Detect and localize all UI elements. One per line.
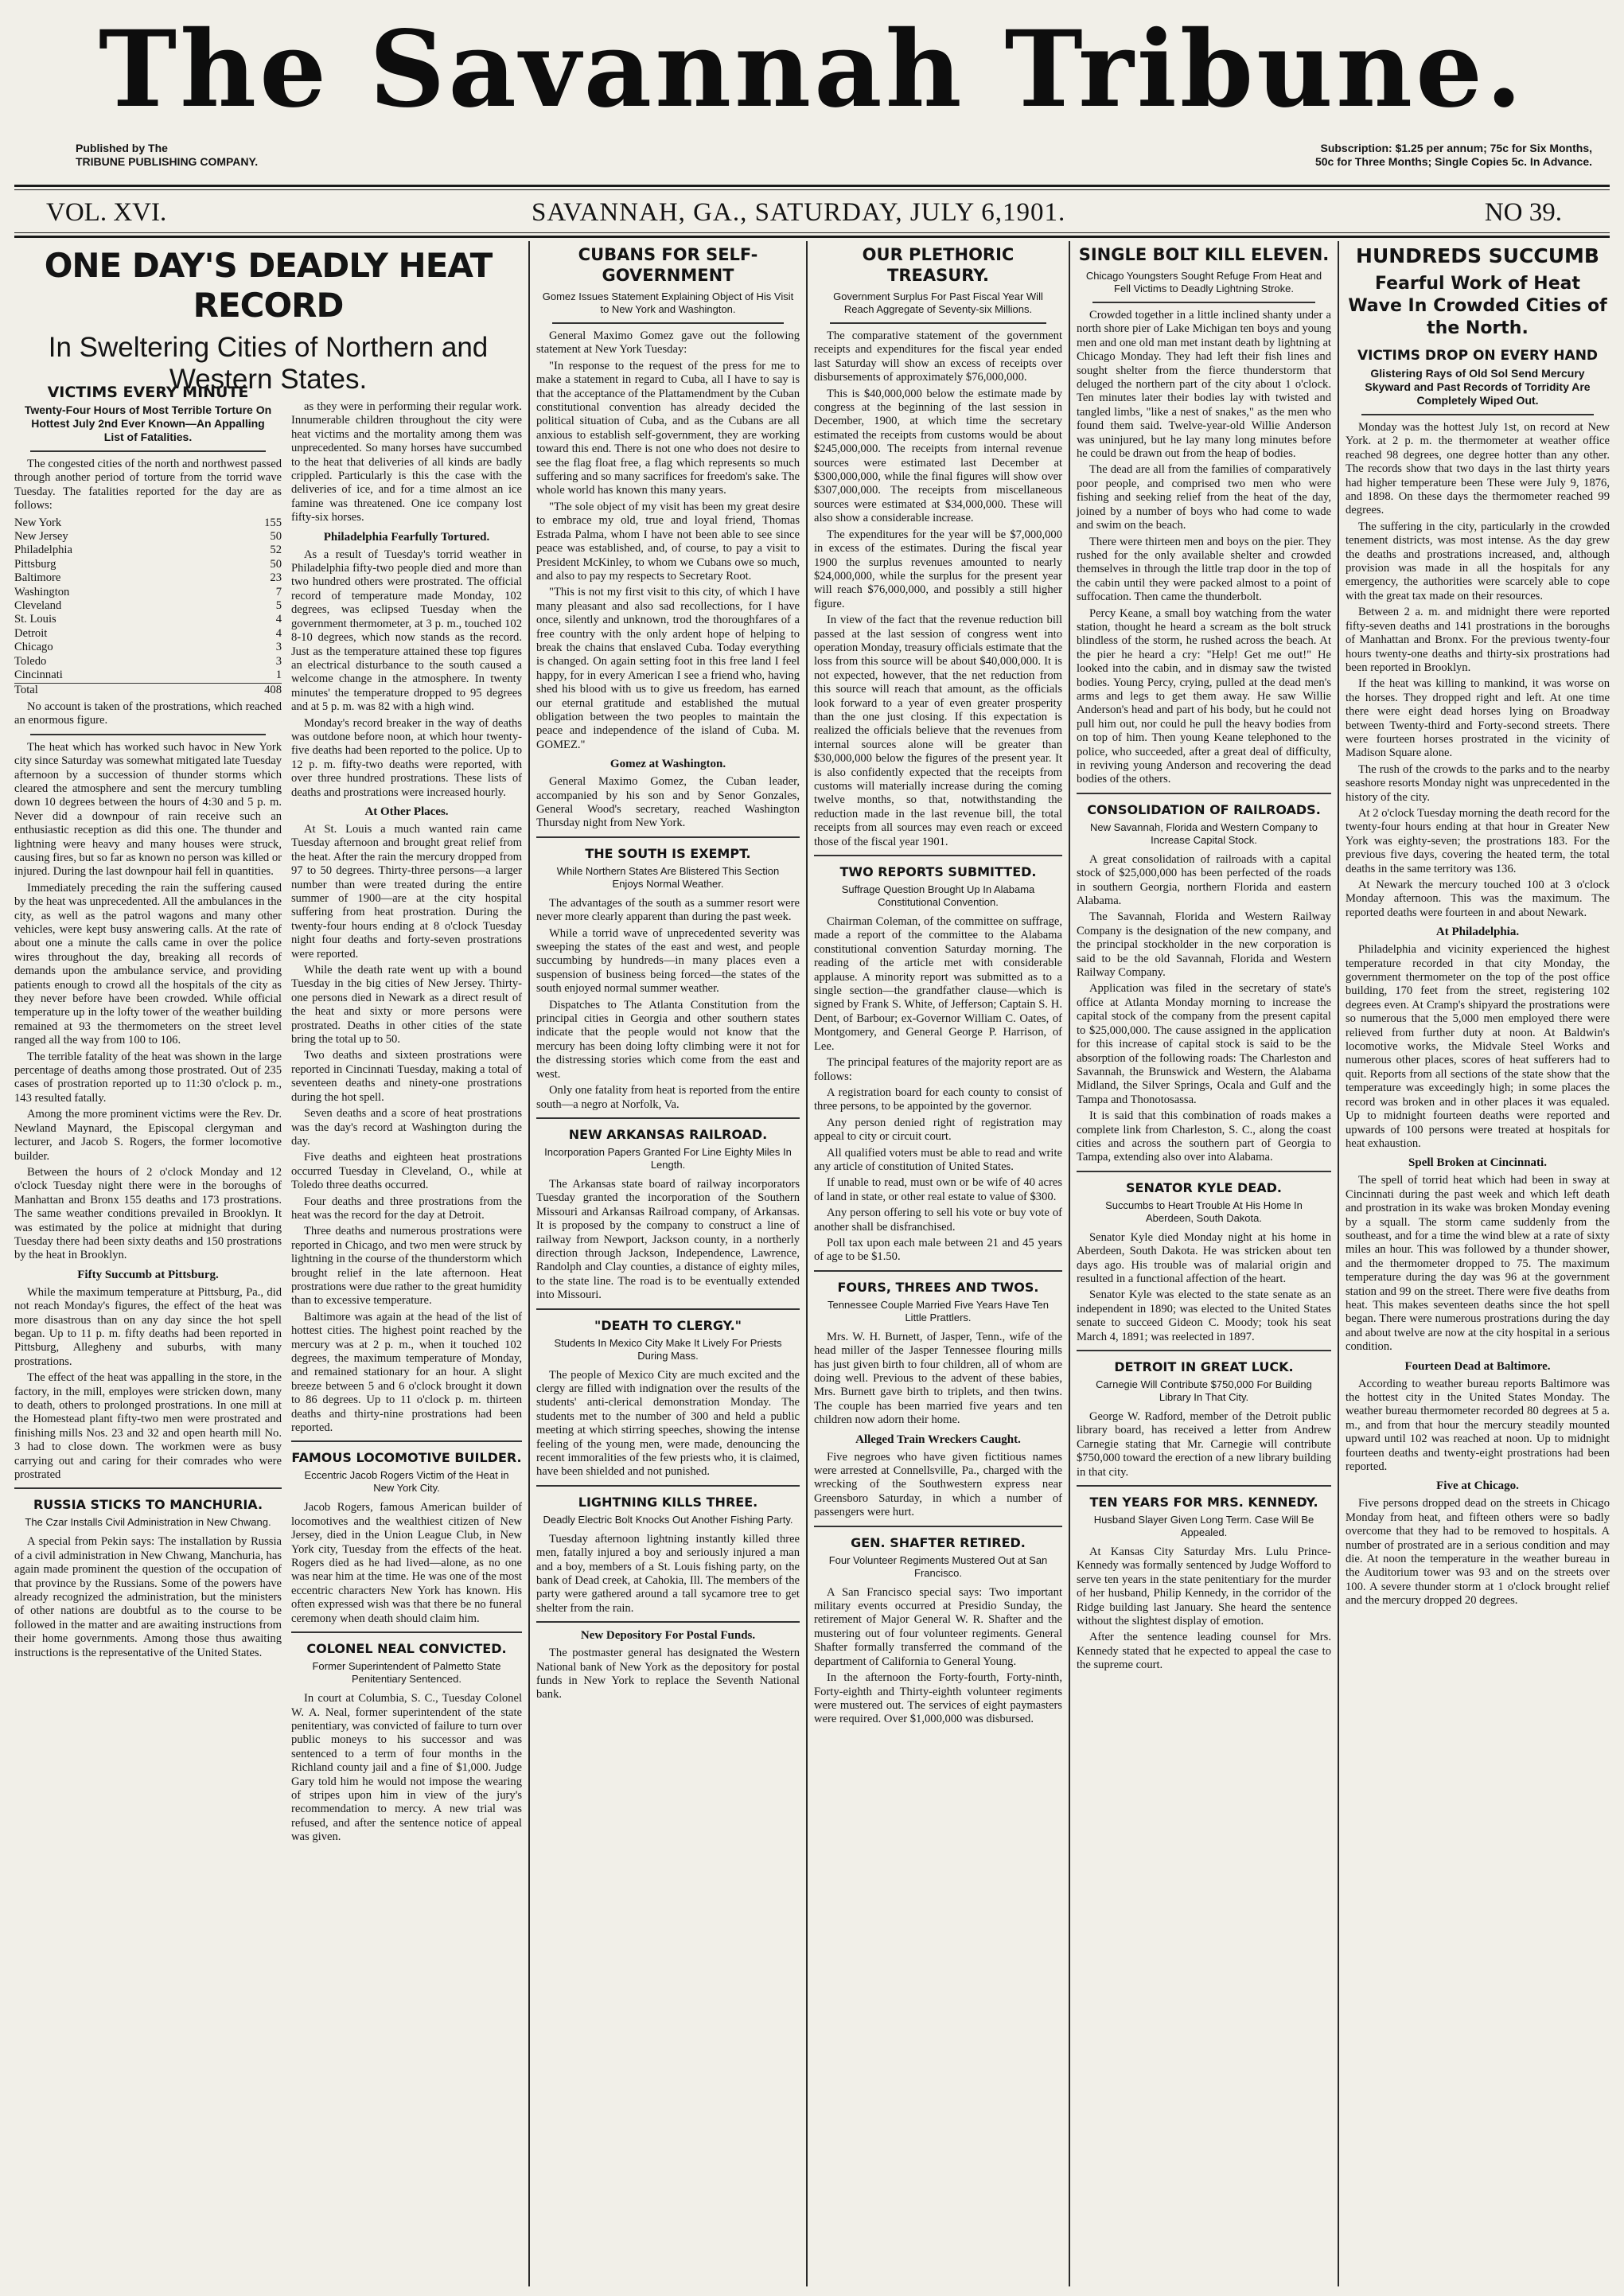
table-cell-count: 4 xyxy=(275,626,282,640)
table-cell-city: Toledo xyxy=(14,654,47,668)
masthead-rule-top xyxy=(14,185,1610,187)
article-headline: OUR PLETHORIC TREASURY. xyxy=(862,245,1015,285)
divider xyxy=(291,1631,522,1633)
article-paragraph: The terrible fatality of the heat was shown in the large percentage of deaths among those prostrated. Out of 235 cases of prostration reported up to 11:30 o'clock p. m., 143 resulted fatally. xyxy=(14,1050,282,1105)
table-cell-count: 50 xyxy=(270,530,282,544)
divider xyxy=(291,1440,522,1442)
issue-number: NO 39. xyxy=(1484,198,1562,227)
article-paragraph: Seven deaths and a score of heat prostrations was the day's record at Washington during the day. xyxy=(291,1107,522,1148)
article-headline: SENATOR KYLE DEAD. xyxy=(1125,1179,1283,1195)
article-deck: While Northern States Are Blistered This Section Enjoys Normal Weather. xyxy=(556,864,780,890)
article-paragraph: "The sole object of my visit has been my great desire to embrace my old, true and loyal friend, Thomas Estrada Palma, whom I have not been able to see since peace was established, and, of course, to pay a visit to President McKinley, to whom we Cubans owe so much, and also to pay my respects to Secretary Root. xyxy=(536,500,800,583)
column-rule xyxy=(806,241,808,2286)
section-subhead: At Other Places. xyxy=(364,805,449,818)
article-paragraph: Philadelphia and vicinity experienced the highest temperature recorded in that city Monday, the government thermometer on the top of the post office building, 170 feet from the street, registering 102 degrees even. At Cramp's shipyard the prostrations were so numerous that the 5,000 men employed there were relieved from further duty at noon. At Baldwin's locomotive works, the Midvale Steel Works and numerous other places, scores of heat sufferers had to quit. Reports from all sections of the state show that the temperature was exceedingly high; in some places the record was broken and in other places it was equaled. Up to midnight fourteen deaths were reported and upwards of 100 persons were treated at hospitals for heat exhaustion. xyxy=(1346,943,1610,1150)
col1-deck: Twenty-Four Hours of Most Terrible Torture On Hottest July 2nd Ever Known—An Appalling List of Fatalities. xyxy=(24,403,272,443)
divider xyxy=(1077,1350,1331,1351)
divider xyxy=(30,450,266,452)
table-row xyxy=(14,613,282,626)
article-paragraph: Four deaths and three prostrations from the heat was the record for the day at Detroit. xyxy=(291,1195,522,1222)
column-4 xyxy=(809,241,1067,2286)
article-deck: Former Superintendent of Palmetto State Penitentiary Sentenced. xyxy=(312,1660,501,1686)
article-paragraph: Monday's record breaker in the way of deaths was outdone before noon, at which hour twenty-five deaths had been reported to the police. Up to 12 p. m. fifty-two deaths were reported, with over three hundred prostrations. These lists of deaths and prostrations were increased hourly. xyxy=(291,716,522,799)
divider xyxy=(536,1621,800,1623)
table-cell-count: 7 xyxy=(275,585,282,598)
article-headline: TWO REPORTS SUBMITTED. xyxy=(839,864,1037,880)
article-paragraph: Any person denied right of registration may appeal to city or circuit court. xyxy=(814,1116,1062,1144)
article-paragraph: In view of the fact that the revenue reduction bill passed at the last session of congress went into operation Monday, treasury officials estimate that the loss from this source will be about $40,000,000. It is not expected, however, that the net reduction from this source will reach that amount, as the officials look forward to a year of even greater prosperity than the one just closing. If this expectation is realized the officials believe that the revenues from internal sources alone will be greater than $30,000,000 below the figures of the present year. It is also confidently expected that the receipts from customs will materially increase during the coming twelve months, so that, notwithstanding the reduction made in the last revenue bill, the total receipts from all sources may even reach or exceed those of the fiscal year 1901. xyxy=(814,614,1062,848)
table-cell-count: 3 xyxy=(275,641,282,654)
section-subhead: Spell Broken at Cincinnati. xyxy=(1408,1156,1547,1170)
article-headline: NEW ARKANSAS RAILROAD. xyxy=(568,1126,768,1142)
article-paragraph: General Maximo Gomez gave out the following statement at New York Tuesday: xyxy=(536,329,800,357)
section-subhead: New Depository For Postal Funds. xyxy=(580,1629,756,1643)
column-1 xyxy=(10,241,286,2286)
fatality-table xyxy=(14,517,282,697)
article-paragraph: Five persons dropped dead on the streets in Chicago Monday from heat, and fifteen others were so badly overcome that they had to be removed to hospitals. A number of prostrated are in a serious condition and may die. At noon the temperature in the weather bureau in the Auditorium tower was 93 and on the streets over 100. A severe thunder storm at 1 o'clock brought relief and the mercury dropped 20 degrees. xyxy=(1346,1497,1610,1608)
lead-headline: ONE DAY'S DEADLY HEAT RECORD xyxy=(44,246,493,325)
article-headline: GEN. SHAFTER RETIRED. xyxy=(851,1534,1026,1550)
article-paragraph: Two deaths and sixteen prostrations were reported in Cincinnati Tuesday, making a total of seventeen deaths and ninety-one prostrations during the hot spell. xyxy=(291,1049,522,1104)
article-deck: New Savannah, Florida and Western Company to Increase Capital Stock. xyxy=(1090,821,1318,846)
divider xyxy=(814,1526,1062,1527)
dateline-rule-thick xyxy=(14,236,1610,238)
article-paragraph: Five negroes who have given fictitious names were arrested at Connellsville, Pa., charged with the wrecking of the Southwestern express near Greensboro Saturday, in which a number of passengers were hurt. xyxy=(814,1450,1062,1519)
table-row xyxy=(14,571,282,585)
article-headline: CONSOLIDATION OF RAILROADS. xyxy=(1087,801,1321,817)
table-row xyxy=(14,641,282,654)
divider xyxy=(536,1485,800,1487)
section-subhead: Gomez at Washington. xyxy=(609,758,726,771)
article-deck: Eccentric Jacob Rogers Victim of the Heat in New York City. xyxy=(304,1469,509,1495)
article-headline: CUBANS FOR SELF-GOVERNMENT xyxy=(578,245,758,285)
table-cell-city: New Jersey xyxy=(14,530,68,544)
article-paragraph: The effect of the heat was appalling in the store, in the factory, in the mill, employes were stricken down, many to death, others to prolonged prostrations. In one mill at the Homestead plant fifty-two men were prostrated and finishing mills Nos. 23 and 32 and open hearth mill No. 3 had to close down. The workmen were as busy carrying out and caring for their comrades who were prostrated xyxy=(14,1371,282,1482)
table-cell-count: 3 xyxy=(275,654,282,668)
article-paragraph: While the maximum temperature at Pittsburg, Pa., did not reach Monday's figures, the effect of the heat was more disastrous than on any day since the hot spell began. Up to 11 p. m. fifty deaths had been reported in Pittsburg, Allegheny and suburbs, with many prostrations. xyxy=(14,1285,282,1368)
section-subhead: Fifty Succumb at Pittsburg. xyxy=(77,1268,219,1281)
publisher-block xyxy=(76,142,633,181)
divider xyxy=(1361,414,1594,415)
article-paragraph: Tuesday afternoon lightning instantly killed three men, fatally injured a boy and seriously injured a man and a boy, members of a St. Louis fishing party, on the bank of Dead creek, at Cahokia, Ill. The members of the party were gathered around a tall sycamore tree to get shelter from the rain. xyxy=(536,1532,800,1615)
article-paragraph: There were thirteen men and boys on the pier. They rushed for the only available shelter and crowded themselves in through the little trap door in the top of the cabin until they were packed almost to a point of suffocation. Then came the thunderbolt. xyxy=(1077,535,1331,604)
divider xyxy=(536,1117,800,1119)
article-paragraph: A special from Pekin says: The installation by Russia of a civil administration in New Chwang, Manchuria, has again made prominent the question of the occupation of that province by the Russians. Some of the powers have already recognized the administration, but the ministers of other nations are doubtful as to the course to be followed in the matter and are awaiting instructions from their home governments. Among those thus awaiting instructions is the representative of the United States. xyxy=(14,1535,282,1659)
table-row xyxy=(14,627,282,641)
divider xyxy=(1077,793,1331,794)
article-headline: SINGLE BOLT KILL ELEVEN. xyxy=(1078,245,1330,264)
article-paragraph: "In response to the request of the press for me to make a statement in regard to Cuba, all I have to say is that the acceptance of the Plattamendment by the Cuban constitutional convention has already decided the political situation of Cuba, and as the Cubans are all anxious to establish self-government, they are working toward this end. There is not one who does not desire to see the flag float free, a flag which represents so much suffering and so many sacrifices for freedom's sake. The whole world has known this many years. xyxy=(536,359,800,497)
table-cell-count: 50 xyxy=(270,557,282,571)
article-deck: Tennessee Couple Married Five Years Have Ten Little Prattlers. xyxy=(828,1298,1049,1323)
volume-number: VOL. XVI. xyxy=(46,198,167,227)
divider xyxy=(14,1487,282,1489)
article-paragraph: Immediately preceding the rain the suffering caused by the heat was unprecedented. All the ambulances in the city, as well as the patrol wagons and many other vehicles, were kept busy answering calls. At the rate of about one a minute the calls came in over the police wires throughout the day, breaking all records of demands upon the ambulance service, and providing patients enough to crowd all the hospitals of the city as they never before have been crowded. While official temperature up in the lofty tower of the weather building remained at 93 the thermometers on the street level ranged all the way from 100 to 106. xyxy=(14,881,282,1047)
article-paragraph: At Kansas City Saturday Mrs. Lulu Prince-Kennedy was formally sentenced by Judge Wofford to serve ten years in the state penitentiary for the murder of her husband, Philip Kennedy, in the corridor of the Ridge building last January. She heard the sentence without the slightest display of emotion. xyxy=(1077,1546,1331,1628)
article-paragraph: Chairman Coleman, of the committee on suffrage, made a report of the committee to the Alabama constitutional convention Saturday morning. The reading of the article met with considerable applause. A minority report was submitted as to a single section—the grandfather clause—which is signed by Frank S. White, of Jefferson; Captain S. H. Dent, of Barbour; ex-Governor William C. Oates, of Montgomery, and General George P. Harrison, of Lee. xyxy=(814,915,1062,1053)
table-row xyxy=(14,586,282,599)
divider xyxy=(1092,302,1315,303)
article-deck: Gomez Issues Statement Explaining Object of His Visit to New York and Washington. xyxy=(542,290,794,315)
article-paragraph: The people of Mexico City are much excited and the clergy are filled with indignation over the results of the students' anti-clerical demonstration Monday. The students met to the number of 300 and held a public meeting at which stirring speeches, showing the intense feeling of the young men, were made, denouncing the recent immoralities of the few priests who, it is claimed, have been shielded and not punished. xyxy=(536,1368,800,1479)
subscription-line-2: 50c for Three Months; Single Copies 5c. In Advance. xyxy=(1314,155,1592,168)
article-deck: Deadly Electric Bolt Knocks Out Another Fishing Party. xyxy=(543,1513,793,1526)
divider xyxy=(552,322,784,324)
table-row xyxy=(14,530,282,544)
article-paragraph: Poll tax upon each male between 21 and 45 years of age to be $1.50. xyxy=(814,1236,1062,1264)
column-rule xyxy=(528,241,530,2286)
article-paragraph: General Maximo Gomez, the Cuban leader, accompanied by his son and by Senor Gonzales, General Wood's secretary, reached Washington Thursday night from New York. xyxy=(536,775,800,830)
article-paragraph: Baltimore was again at the head of the list of hottest cities. The highest point reached by the mercury was at 2 p. m., when it touched 102 degrees, the maximum temperature of Monday, and remained stationary for an hour. A slight breeze between 5 and 6 o'clock brought it down to 86 degrees. Up to 11 o'clock p. m. thirteen deaths and thirty-nine prostrations had been reported. xyxy=(291,1310,522,1435)
table-cell-city: Pittsburg xyxy=(14,557,56,571)
article-paragraph: "This is not my first visit to this city, of which I have many pleasant and also sad recollections, for I have once, silently and unknown, trod the thoroughfares of a free country with the only ardent hope of helping to break the chains that enslaved Cuba. Today everything is changed. On again setting foot in this free land I feel happy, for in every American I see a friend who, having shed his blood with us to give us freedom, has earned our eternal gratitude and established the mutual obligation between the two peoples to maintain the peace and independence of the island of Cuba. M. GOMEZ." xyxy=(536,586,800,751)
article-paragraph: The expenditures for the year will be $7,000,000 in excess of the estimates. During the fiscal year 1900 the surplus revenues amounted to nearly $24,000,000, while the surplus for the present year will reach $76,000,000, and possibly a still higher figure. xyxy=(814,528,1062,610)
place-date: SAVANNAH, GA., SATURDAY, JULY 6,1901. xyxy=(532,198,1066,227)
article-deck: Carnegie Will Contribute $750,000 For Building Library In That City. xyxy=(1096,1378,1312,1403)
divider xyxy=(814,855,1062,856)
publisher-line-2: TRIBUNE PUBLISHING COMPANY. xyxy=(76,155,259,168)
article-deck: Succumbs to Heart Trouble At His Home In Aberdeen, South Dakota. xyxy=(1105,1199,1303,1224)
section-subhead: At Philadelphia. xyxy=(1435,926,1520,939)
article-paragraph: George W. Radford, member of the Detroit public library board, has received a letter from Andrew Carnegie stating that Mr. Carnegie will contribute $750,000 toward the erection of a new library building in that city. xyxy=(1077,1410,1331,1479)
article-subhead: Fearful Work of Heat Wave In Crowded Cities of the North. xyxy=(1348,274,1607,338)
table-cell-city: Cincinnati xyxy=(14,669,63,682)
article-paragraph: Between 2 a. m. and midnight there were reported fifty-seven deaths and 141 prostrations in the boroughs of Manhattan and Bronx. For the previous twenty-four hours twenty-one deaths and thirty-six prostrations had been reported in Brooklyn. xyxy=(1346,606,1610,674)
divider xyxy=(536,836,800,838)
article-paragraph: At St. Louis a much wanted rain came Tuesday afternoon and brought great relief from the heat. After the rain the mercury dropped from 97 to 50 degrees. Thirty-three persons—a larger number than were treated during the entire summer of 1900—are at the city hospital suffering from heat prostration. During the twenty-four hours ending at 8 o'clock Tuesday night four deaths and forty-seven prostrations were reported. xyxy=(291,822,522,961)
article-deck: Government Surplus For Past Fiscal Year Will Reach Aggregate of Seventy-six Millions. xyxy=(833,290,1043,315)
section-subhead: Five at Chicago. xyxy=(1436,1479,1519,1493)
article-paragraph: The postmaster general has designated the Western National bank of New York as the depository for postal funds in New York to replace the Seventh National bank. xyxy=(536,1647,800,1702)
article-paragraph: Dispatches to The Atlanta Constitution from the principal cities in Georgia and other southern states indicate that the people would not know that the mercury has been doing lofty climbing were it not for the distressing stories which come from the east and west. xyxy=(536,998,800,1081)
table-row xyxy=(14,517,282,530)
article-paragraph: The congested cities of the north and northwest passed through another period of torture from the torrid wave Tuesday. The fatalities reported for the day are as follows: xyxy=(14,458,282,513)
article-paragraph: Crowded together in a little inclined shanty under a north shore pier of Lake Michigan ten boys and young men and one old man met instant death by lightning at Chicago Monday. They had left their fish lines and sought shelter from the fierce thunderstorm that deluged the northern part of the city about 1 o'clock. Ten minutes later their bodies lay with twisted and tangled limbs, "like a nest of snakes," as the men who found them said. Twelve-year-old Willie Anderson was uninjured, but he lay many long minutes before he could be drawn out from the heap of bodies. xyxy=(1077,309,1331,461)
divider xyxy=(1077,1485,1331,1487)
divider xyxy=(536,1308,800,1310)
article-paragraph: The principal features of the majority report are as follows: xyxy=(814,1056,1062,1083)
table-row xyxy=(14,655,282,669)
divider xyxy=(814,1270,1062,1272)
table-total-value: 408 xyxy=(264,683,282,696)
article-paragraph: The comparative statement of the government receipts and expenditures for the fiscal year ended last Saturday will show an excess of receipts over disbursements of approximately $76,000,000. xyxy=(814,329,1062,384)
publisher-line-1: Published by The xyxy=(76,142,168,154)
article-paragraph: Any person offering to sell his vote or buy vote of another shall be disfranchised. xyxy=(814,1206,1062,1234)
article-paragraph: This is $40,000,000 below the estimate made by congress at the beginning of the last session in December, 1900, at which time the secretary estimated the receipts from customs would be about $245,000,000. The receipts from internal revenue sources were estimated last December at $300,000,000, while the final figures will show over $307,000,000. The receipts from miscellaneous sources were estimated at $34,000,000. These will also show a considerable increase. xyxy=(814,387,1062,525)
article-headline: TEN YEARS FOR MRS. KENNEDY. xyxy=(1089,1495,1318,1511)
table-row xyxy=(14,558,282,571)
article-headline: FAMOUS LOCOMOTIVE BUILDER. xyxy=(291,1450,522,1466)
col1-sub-headline: VICTIMS EVERY MINUTE xyxy=(47,384,249,401)
table-cell-city: New York xyxy=(14,516,62,529)
subscription-block xyxy=(987,142,1592,181)
col6-sub-headline: VICTIMS DROP ON EVERY HAND xyxy=(1357,348,1599,364)
article-paragraph: Senator Kyle died Monday night at his home in Aberdeen, South Dakota. He was stricken about ten days ago. His trouble was of malarial origin and resulted in a functional affection of the heart. xyxy=(1077,1230,1331,1285)
article-paragraph: Application was filed in the secretary of state's office at Atlanta Monday morning to increase the capital stock of the company from the present capital to $25,000,000. The cause assigned in the application for this increase of capital stock is said to be the absorption of the following roads: The Charleston and Savannah, the Brunswick and Western, the Alabama Midland, the Silver Springs, Ocala and Gulf and the Tampa and Thonotosassa. xyxy=(1077,982,1331,1106)
article-paragraph: Jacob Rogers, famous American builder of locomotives and the wealthiest citizen of New Jersey, died in the Union League Club, in New York city, Tuesday from the effects of the heat. Rogers died as he had lived—alone, as no one was near him at the time. He was one of the most eccentric characters New York has known. His often expressed wish was that there be no funeral ceremony when death should claim him. xyxy=(291,1501,522,1625)
table-cell-city: Washington xyxy=(14,585,70,598)
article-paragraph: At Newark the mercury touched 100 at 3 o'clock Monday afternoon. This was the maximum. The reported deaths were fourteen in and about Newark. xyxy=(1346,879,1610,919)
article-paragraph: A San Francisco special says: Two important military events occurred at Presidio Sunday, the retirement of Major General W. R. Shafter and the mustering out of four volunteer regiments. General Shafter formally transferred the command of the department of California to General Young. xyxy=(814,1585,1062,1668)
table-cell-city: Cleveland xyxy=(14,599,62,613)
column-rule xyxy=(1338,241,1339,2286)
article-headline: RUSSIA STICKS TO MANCHURIA. xyxy=(33,1497,263,1513)
article-paragraph: Five deaths and eighteen heat prostrations occurred Tuesday in Cleveland, O., while at Toledo three deaths occurred. xyxy=(291,1151,522,1192)
article-deck: Suffrage Question Brought Up In Alabama Constitutional Convention. xyxy=(841,883,1035,909)
table-cell-count: 5 xyxy=(275,599,282,613)
article-paragraph: While the death rate went up with a bound Tuesday in the big cities of New Jersey. Thirty-one persons died in Newark as a direct result of the heat and sixty or more persons were prostrated. Deaths in other cities of the state bring the total up to 50. xyxy=(291,964,522,1047)
article-headline: COLONEL NEAL CONVICTED. xyxy=(306,1641,507,1657)
article-paragraph: The heat which has worked such havoc in New York city since Saturday was somewhat mitigated late Tuesday afternoon by a succession of thunder storms which cleared the atmosphere and sent the mercury tumbling down 10 degrees between the hours of 4:30 and 5 p. m. Never did a downpour of rain receive such an enthusiastic reception as did this one. The thunder and lightning were heavy and many houses were struck, causing fires, but so far as known no person was killed or injured. During the last downpour hail fell in quantities. xyxy=(14,740,282,879)
article-paragraph: A great consolidation of railroads with a capital stock of $25,000,000 has been perfected of the roads in southern Georgia, northern Florida and eastern Alabama. xyxy=(1077,852,1331,908)
table-cell-count: 1 xyxy=(275,669,282,682)
section-subhead: Fourteen Dead at Baltimore. xyxy=(1404,1359,1551,1373)
table-cell-city: Philadelphia xyxy=(14,544,72,557)
article-paragraph: As a result of Tuesday's torrid weather in Philadelphia fifty-two people died and more than two hundred others were prostrated. The official record of temperature made Monday, 102 degrees, was eclipsed Tuesday when the government thermometer, at 3 p. m., touched 102 8-10 degrees, which now stands as the record. Just as the temperature attained these top figures an electrical disturbance to the south caused a welcome change in the atmosphere. In twenty minutes' the temperature dropped to 95 degrees and at 5 p. m. was 82 with a high wind. xyxy=(291,548,522,714)
article-paragraph: After the sentence leading counsel for Mrs. Kennedy stated that he expected to appeal the case to the supreme court. xyxy=(1077,1631,1331,1672)
table-cell-count: 52 xyxy=(270,544,282,557)
table-total-label: Total xyxy=(14,683,38,696)
article-paragraph: In court at Columbia, S. C., Tuesday Colonel W. A. Neal, former superintendent of the state penitentiary, was convicted of failure to turn over public moneys to his successor and was sentenced to a term of four months in the Richland county jail and a fine of $1,000. Judge Gary told him he would not impose the wearing of stripes upon him in view of the jury's recommendation to mercy. A new trial was refused, and after the sentence notice of appeal was given. xyxy=(291,1692,522,1844)
article-paragraph: Monday was the hottest July 1st, on record at New York. at 2 p. m. the thermometer at weather office reached 98 degrees, one degree hotter than any other. The records show that two days in the last thirty years had higher temperature been These were July 9, 1876, and 1898. On these days the thermometer reached 99 degrees. xyxy=(1346,421,1610,517)
article-paragraph: as they were in performing their regular work. Innumerable children throughout the city were heat victims and the mortality among them was unprecedented. So many horses have succumbed to the heat that deliveries of all kinds are badly crippled. Particularly is this the case with the deliveries of ice, and for a time almost an ice famine was threatened. One ice company lost fifty-six horses. xyxy=(291,400,522,524)
article-paragraph: The dead are all from the families of comparatively poor people, and comprised two men who were fishing and seeking relief from the heat of the day, joined by a number of boys who had come to wade and swim on the beach. xyxy=(1077,463,1331,532)
article-headline: DETROIT IN GREAT LUCK. xyxy=(1114,1359,1294,1374)
article-paragraph: A registration board for each county to consist of three persons, to be appointed by the governor. xyxy=(814,1086,1062,1113)
article-paragraph: All qualified voters must be able to read and write any article of constitution of United States. xyxy=(814,1146,1062,1173)
article-paragraph: The Arkansas state board of railway incorporators Tuesday granted the incorporation of the Southern Missouri and Arkansas Railroad company, of Arkansas. It is proposed by the company to construct a line of railway from Newport, Jackson county, in a northerly direction through Jackson, Independence, Lawrence, Randolph and Clay counties, a distance of eighty miles, to the state line. The road is to be eventually extended into Missouri. xyxy=(536,1177,800,1302)
table-cell-count: 4 xyxy=(275,613,282,626)
column-2 xyxy=(286,241,527,2286)
article-headline: LIGHTNING KILLS THREE. xyxy=(578,1494,758,1510)
article-paragraph: While a torrid wave of unprecedented severity was sweeping the states of the east and west, and people succumbing by hundreds—in many places even a suspension of business being forced—the states of the south enjoyed normal summer weather. xyxy=(536,926,800,996)
dateline xyxy=(14,197,1610,228)
article-paragraph: If the heat was killing to mankind, it was worse on the horses. They dropped right and left. At one time there were eight dead horses lying on Broadway between Twenty-third and Forty-second streets. There were fourteen horses prostrated in the vicinity of Madison Square alone. xyxy=(1346,677,1610,760)
divider xyxy=(30,734,266,735)
article-paragraph: The advantages of the south as a summer resort were never more clearly apparent than during the past week. xyxy=(536,896,800,924)
table-cell-city: Baltimore xyxy=(14,571,61,585)
table-cell-city: Detroit xyxy=(14,626,48,640)
article-paragraph: If unable to read, must own or be wife of 40 acres of land in state, or other real estate to value of $300. xyxy=(814,1176,1062,1203)
article-headline: FOURS, THREES AND TWOS. xyxy=(837,1279,1039,1295)
article-paragraph: According to weather bureau reports Baltimore was the hottest city in the United States Monday. The weather bureau thermometer recorded 80 degrees at 5 a. m., and from that hour the mercury steadily mounted upward until 102 was reached at noon. Up to midnight fourteen deaths and twenty-eight prostrations had been reported. xyxy=(1346,1377,1610,1474)
table-row xyxy=(14,669,282,683)
article-paragraph: No account is taken of the prostrations, which reached an enormous figure. xyxy=(14,700,282,727)
table-row xyxy=(14,599,282,613)
column-6 xyxy=(1341,241,1614,2286)
article-paragraph: At 2 o'clock Tuesday morning the death record for the twenty-four hours ending at that hour in Greater New York was eighty-seven; the prostrations 183. For the previous five days, covering the heated term, the total deaths in the same territory was 136. xyxy=(1346,806,1610,875)
article-paragraph: The rush of the crowds to the parks and to the nearby seashore resorts Monday night was unprecedented in the history of the city. xyxy=(1346,762,1610,804)
article-paragraph: It is said that this combination of roads makes a complete link from Charleston, S. C., along the coast cities and across the southern part of Georgia to Tampa, extending also over into Alabama. xyxy=(1077,1109,1331,1164)
article-deck: Chicago Youngsters Sought Refuge From Heat and Fell Victims to Deadly Lightning Stroke. xyxy=(1085,270,1322,294)
article-paragraph: Mrs. W. H. Burnett, of Jasper, Tenn., wife of the head miller of the Jasper Tennessee flouring mills has just given birth to four children, all of whom are doing well. Previous to the advent of these babies, Mrs. Burnett gave birth to triplets, and then twins. The couple has been married five years and ten children now adorn their home. xyxy=(814,1330,1062,1427)
subscription-line-1: Subscription: $1.25 per annum; 75c for Six Months, xyxy=(1320,142,1592,154)
divider xyxy=(1077,1171,1331,1172)
article-headline: "DEATH TO CLERGY." xyxy=(594,1317,742,1333)
article-paragraph: Three deaths and numerous prostrations were reported in Chicago, and two men were struck by lightning in the course of the thunderstorm which brought relief in the late afternoon. Heat prostrations were due rather to the great humidity than to excessive temperature. xyxy=(291,1225,522,1308)
masthead-title: The Savannah Tribune. xyxy=(98,8,1526,131)
article-headline: HUNDREDS SUCCUMB xyxy=(1356,244,1599,267)
table-cell-city: Chicago xyxy=(14,641,53,654)
article-paragraph: Percy Keane, a small boy watching from the water station, thought he heard a scream as the bolt struck blindless of the storm, he rushed across the beach. At the pier he heard a cry: "Help! Get me out!" He looked into the cabin, and in dismay saw the twisted bodies. Young Percy, crying, pulled at the dead men's arms and legs to get them away. He saw Willie Anderson's head and part of his body, but he could not pull him out, nor could he pull the heavy bodies from on top of him. Then young Keane telephoned to the police, who succeeded, after a great deal of difficulty, in reviving young Anderson and recovering the dead bodies of the others. xyxy=(1077,606,1331,786)
column-5 xyxy=(1072,241,1336,2286)
article-headline: THE SOUTH IS EXEMPT. xyxy=(585,845,751,861)
article-deck: Four Volunteer Regiments Mustered Out at San Francisco. xyxy=(828,1553,1048,1579)
column-3 xyxy=(532,241,804,2286)
table-total-row xyxy=(14,683,282,697)
article-paragraph: The spell of torrid heat which had been in sway at Cincinnati during the past week and which left death and prostration in its wake was broken Monday evening by a squall. The storm came suddenly from the southeast, and for a time the wind blew at a rate of sixty miles an hour. This was followed by a thunder shower, and the thermometer dropped to 75. The maximum temperature during the day was 96 at the government station and 99 on the street. There were five deaths from heat. This makes seventeen deaths since the hot spell began. There were numerous prostrations during the day and about twelve are now at the city hospital in a serious condition. xyxy=(1346,1174,1610,1354)
article-deck: The Czar Installs Civil Administration in New Chwang. xyxy=(25,1516,271,1529)
article-paragraph: Among the more prominent victims were the Rev. Dr. Newland Maynard, the Episcopal clergyman and lecturer, and Jacob S. Rogers, the former locomotive builder. xyxy=(14,1108,282,1163)
article-paragraph: Senator Kyle was elected to the state senate as an independent in 1890; was elected to the United States senate to succeed Gideon C. Moody; took his seat March 4, 1891; was reelected in 1897. xyxy=(1077,1288,1331,1343)
article-deck: Husband Slayer Given Long Term. Case Will Be Appealed. xyxy=(1093,1514,1314,1539)
masthead-rule-thin xyxy=(14,189,1610,190)
article-paragraph: In the afternoon the Forty-fourth, Forty-ninth, Forty-eighth and Thirty-eighth volunteer regiments were mustered out. The services of eight paymasters were required. Over $1,000,000 was disbursed. xyxy=(814,1671,1062,1726)
lead-subhead: In Sweltering Cities of Northern and Western States. xyxy=(48,332,489,395)
section-subhead: Philadelphia Fearfully Tortured. xyxy=(323,530,490,544)
article-deck: Glistering Rays of Old Sol Send Mercury Skyward and Past Records of Torridity Are Completely Wiped Out. xyxy=(1365,367,1591,407)
column-rule xyxy=(1069,241,1070,2286)
article-paragraph: The Savannah, Florida and Western Railway Company is the designation of the new company, and the principal stockholder in the new corporation is said to be the old Savannah, Florida and Western Railway Company. xyxy=(1077,910,1331,980)
divider xyxy=(830,322,1046,324)
table-cell-city: St. Louis xyxy=(14,613,56,626)
dateline-rule-thin xyxy=(14,232,1610,233)
table-cell-count: 155 xyxy=(264,516,282,529)
article-deck: Students In Mexico City Make It Lively For Priests During Mass. xyxy=(554,1336,782,1362)
table-cell-count: 23 xyxy=(270,571,282,585)
section-subhead: Alleged Train Wreckers Caught. xyxy=(855,1433,1021,1446)
article-paragraph: Between the hours of 2 o'clock Monday and 12 o'clock Tuesday night there were in the boroughs of Manhattan and Bronx 155 deaths and 173 prostrations. The same weather conditions prevailed in Brooklyn. It was estimated by the police at midnight that during Tuesday there had been sixty deaths and 150 prostrations by the heat in Brooklyn. xyxy=(14,1165,282,1262)
article-deck: Incorporation Papers Granted For Line Eighty Miles In Length. xyxy=(544,1145,792,1171)
article-paragraph: Only one fatality from heat is reported from the entire south—a negro at Norfolk, Va. xyxy=(536,1084,800,1111)
table-row xyxy=(14,544,282,557)
article-paragraph: The suffering in the city, particularly in the crowded tenement districts, was most intense. As the day grew the deaths and prostrations increased, and, although provision was made in all the hospitals for any emergency, the authorities were scarcely able to cope with the great tax made on their resources. xyxy=(1346,520,1610,602)
